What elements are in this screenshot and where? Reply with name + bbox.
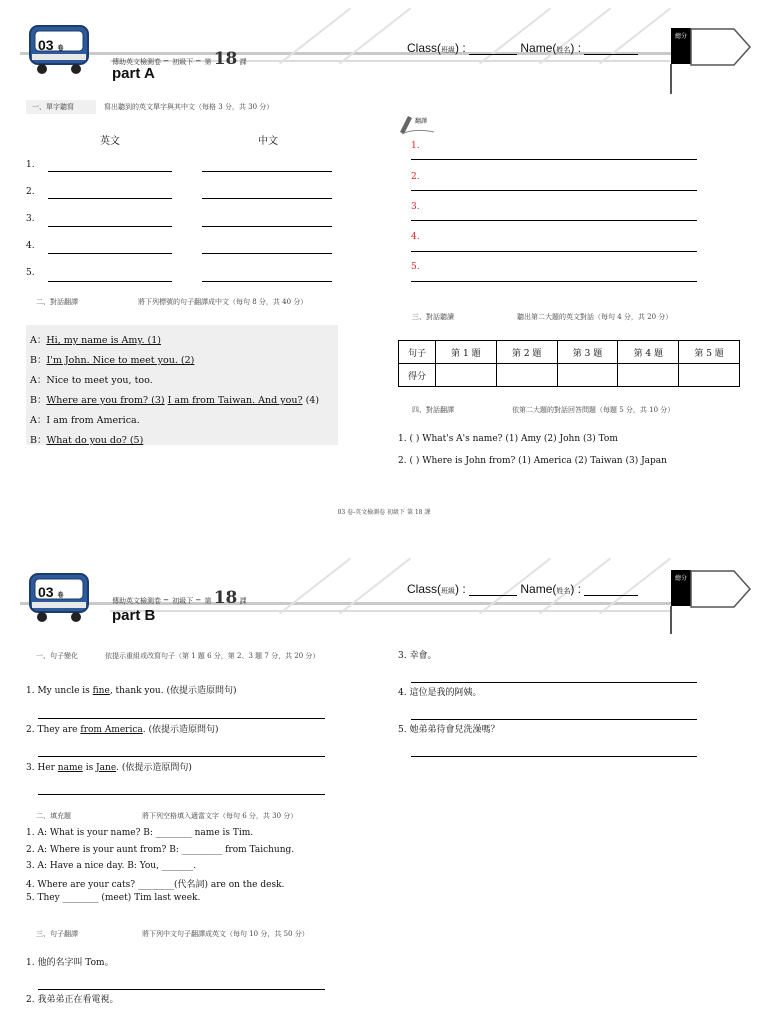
section-note: 將下列空格填入適當文字（每句 6 分，共 30 分） xyxy=(142,812,298,820)
q-underlined: fine xyxy=(92,686,110,696)
section-tag: 三、句子翻譯 xyxy=(36,930,78,938)
answer-line[interactable] xyxy=(48,171,172,172)
question xyxy=(26,683,236,696)
section-note: 將下列中文句子翻譯成英文（每句 10 分，共 50 分） xyxy=(142,930,309,938)
answer-line[interactable] xyxy=(202,171,332,172)
translate-label: 翻譯 xyxy=(415,118,428,125)
col-english: 英文 xyxy=(100,136,120,147)
series-name: 傳助英文檢測卷 xyxy=(112,58,161,66)
question: 2. ( ) Where is John from? (1) America (2) Taiwan (3) Japan xyxy=(398,456,667,466)
q-text: . (依提示造原問句) xyxy=(142,725,219,735)
section-tag: 二、對話翻譯 xyxy=(36,298,78,306)
dialogue-text: (4) xyxy=(302,395,320,406)
name-field[interactable] xyxy=(584,54,638,55)
answer-line[interactable] xyxy=(411,719,697,720)
answer-line[interactable] xyxy=(202,253,332,254)
lesson-suffix: 課 xyxy=(239,597,247,605)
item-number: 3. xyxy=(26,214,35,224)
series-line: 傳助英文檢測卷 – 初級下 – 第 18 課 xyxy=(112,49,247,69)
score-table xyxy=(398,340,740,387)
answer-cell[interactable] xyxy=(679,364,740,387)
q-text: 2. They are xyxy=(26,725,81,735)
question: 4. 這位是我的阿姨。 xyxy=(398,688,482,698)
speaker: A： xyxy=(30,335,47,346)
dialogue-line xyxy=(30,331,319,351)
answer-line[interactable] xyxy=(411,251,697,252)
item-number: 3. xyxy=(411,202,420,212)
target-sentence: I am from Taiwan. And you? xyxy=(167,395,303,406)
decor-swoosh xyxy=(339,558,411,615)
score-flag-icon xyxy=(690,28,752,66)
question: 3. A: Have a nice day. B: You, _______. xyxy=(26,861,197,871)
badge-suffix: 卷 xyxy=(57,593,64,599)
item-number: 4. xyxy=(26,241,35,251)
table-cell: 第 1 題 xyxy=(436,341,497,364)
badge-suffix: 卷 xyxy=(57,46,64,52)
lesson-suffix: 課 xyxy=(239,58,247,66)
dialogue-text: I am from America. xyxy=(46,415,140,426)
q-text: 3. Her xyxy=(26,763,58,773)
speaker: B： xyxy=(30,395,47,406)
answer-line[interactable] xyxy=(202,198,332,199)
section-tag: 三、對話聽讀 xyxy=(412,313,454,321)
dialogue-line xyxy=(30,411,319,431)
decor-swoosh xyxy=(599,8,671,65)
question: 4. Where are your cats? ________(代名詞) are on the desk. xyxy=(26,880,285,890)
answer-line[interactable] xyxy=(48,198,172,199)
class-small: 班級 xyxy=(441,47,456,54)
answer-line[interactable] xyxy=(202,226,332,227)
paren-close: ) xyxy=(455,41,460,55)
table-cell: 句子 xyxy=(399,341,436,364)
name-small: 姓名 xyxy=(556,588,571,595)
name-small: 姓名 xyxy=(556,47,571,54)
name-label: Name( xyxy=(520,41,557,55)
answer-line[interactable] xyxy=(38,794,325,795)
speaker: B： xyxy=(30,355,47,366)
answer-line[interactable] xyxy=(48,253,172,254)
question: 5. They ________ (meet) Tim last week. xyxy=(26,893,201,903)
speaker: A： xyxy=(30,375,47,386)
paren-close: ) xyxy=(570,582,575,596)
q-underlined: name xyxy=(57,763,83,773)
section-note: 依第二大題的對話回答問題（每題 5 分，共 10 分） xyxy=(512,406,675,414)
question: 2. 我弟弟正在看電視。 xyxy=(26,995,119,1005)
part-b-title: part B xyxy=(112,607,156,624)
class-field[interactable] xyxy=(469,595,517,596)
flag-pole xyxy=(670,64,672,94)
score-flag-icon xyxy=(690,570,752,608)
q-text: . (依提示造原問句) xyxy=(116,763,192,773)
table-cell: 第 2 題 xyxy=(496,341,557,364)
score-label: 總分 xyxy=(671,28,691,64)
class-label: Class( xyxy=(407,582,442,596)
series-line: 傳助英文檢測卷 – 初級下 – 第 18 課 xyxy=(112,588,247,608)
dialogue-line xyxy=(30,351,319,371)
class-name-fields: Class(班級) : Name(姓名) : xyxy=(407,41,638,55)
answer-line[interactable] xyxy=(48,281,172,282)
class-field[interactable] xyxy=(469,54,517,55)
lesson-prefix: 第 xyxy=(204,58,212,66)
answer-line[interactable] xyxy=(411,220,697,221)
item-number: 1. xyxy=(26,160,35,170)
question: 2. A: Where is your aunt from? B: _________ from Taichung. xyxy=(26,845,295,855)
dialogue-line xyxy=(30,371,319,391)
table-row xyxy=(399,364,740,387)
dialogue xyxy=(30,331,319,451)
class-small: 班級 xyxy=(441,588,456,595)
target-sentence: Hi, my name is Amy. (1) xyxy=(46,335,161,346)
question: 1. ( ) What's A's name? (1) Amy (2) John (3) Tom xyxy=(398,434,618,444)
score-label: 總分 xyxy=(671,570,691,606)
section-note: 聽出第二大題的英文對話（每句 4 分，共 20 分） xyxy=(517,313,673,321)
item-number: 1. xyxy=(411,141,420,151)
name-field[interactable] xyxy=(584,595,638,596)
answer-line[interactable] xyxy=(411,756,697,757)
dialogue-text: Nice to meet you, too. xyxy=(46,375,153,386)
col-chinese: 中文 xyxy=(258,136,278,147)
lesson-number: 18 xyxy=(213,49,238,69)
answer-cell[interactable] xyxy=(557,364,618,387)
decor-swoosh xyxy=(539,8,611,65)
paren-close: ) xyxy=(455,582,460,596)
q-text: , thank you. (依提示造原問句) xyxy=(109,686,237,696)
q-text: 1. My uncle is xyxy=(26,686,93,696)
level: 初級下 xyxy=(172,58,194,66)
item-number: 2. xyxy=(26,187,35,197)
section-tag: 二、填充題 xyxy=(36,812,71,820)
page-footer: 03 卷-英文檢測卷 初級下 第 18 課 xyxy=(337,509,431,516)
answer-line[interactable] xyxy=(38,718,325,719)
answer-line[interactable] xyxy=(411,281,697,282)
target-sentence: I'm John. Nice to meet you. (2) xyxy=(46,355,195,366)
decor-swoosh xyxy=(279,8,351,65)
q-text: is xyxy=(82,763,97,773)
paren-close: ) xyxy=(570,41,575,55)
question: 5. 她弟弟待會兒洗澡嗎？ xyxy=(398,725,500,735)
dialogue-line xyxy=(30,391,319,411)
item-number: 5. xyxy=(411,262,420,272)
speaker: A： xyxy=(30,415,47,426)
section-note: 將下列標號的句子翻譯成中文（每句 8 分，共 40 分） xyxy=(138,298,308,306)
class-label: Class( xyxy=(407,41,442,55)
table-cell: 第 5 題 xyxy=(679,341,740,364)
answer-line[interactable] xyxy=(38,989,325,990)
target-sentence: Where are you from? (3) xyxy=(46,395,165,406)
lesson-prefix: 第 xyxy=(204,597,212,605)
section-tag: 一、句子變化 xyxy=(36,652,78,660)
class-name-fields: Class(班級) : Name(姓名) : xyxy=(407,582,638,596)
answer-line[interactable] xyxy=(411,682,697,683)
answer-line[interactable] xyxy=(38,756,325,757)
answer-line[interactable] xyxy=(48,226,172,227)
section-note: 依提示重組或改寫句子（第 1 題 6 分，第 2、3 題 7 分，共 20 分） xyxy=(105,652,320,660)
answer-line[interactable] xyxy=(202,281,332,282)
dialogue-line xyxy=(30,431,319,451)
section-tag: 一、單字聽寫 xyxy=(32,103,74,111)
decor-swoosh xyxy=(339,8,411,65)
answer-cell[interactable] xyxy=(436,364,497,387)
table-cell: 第 3 題 xyxy=(557,341,618,364)
table-cell: 第 4 題 xyxy=(618,341,679,364)
item-number: 2. xyxy=(411,172,420,182)
section-tag: 四、對話翻譯 xyxy=(412,406,454,414)
table-row xyxy=(399,341,740,364)
decor-swoosh xyxy=(279,558,351,615)
question: 3. 幸會。 xyxy=(398,651,437,661)
table-cell: 得分 xyxy=(399,364,436,387)
badge-number: 03 xyxy=(38,584,54,600)
flag-pole xyxy=(670,606,672,634)
answer-cell[interactable] xyxy=(618,364,679,387)
name-label: Name( xyxy=(520,582,557,596)
q-underlined: Jane xyxy=(96,763,117,773)
question xyxy=(26,722,219,735)
target-sentence: What do you do? (5) xyxy=(46,435,144,446)
question xyxy=(26,760,192,773)
part-a-title: part A xyxy=(112,65,155,82)
answer-line[interactable] xyxy=(411,159,697,160)
answer-cell[interactable] xyxy=(496,364,557,387)
answer-line[interactable] xyxy=(411,190,697,191)
level: 初級下 xyxy=(172,597,194,605)
badge-number: 03 xyxy=(38,37,54,53)
decor-swoosh xyxy=(479,8,551,65)
header-rail-lower xyxy=(110,610,670,612)
q-underlined: from America xyxy=(80,725,143,735)
question: 1. A: What is your name? B: ________ name is Tim. xyxy=(26,828,254,838)
series-name: 傳助英文檢測卷 xyxy=(112,597,161,605)
section-note: 寫出聽到的英文單字與其中文（每格 3 分，共 30 分） xyxy=(104,103,274,111)
question: 1. 他的名字叫 Tom。 xyxy=(26,958,114,968)
item-number: 5. xyxy=(26,268,35,278)
item-number: 4. xyxy=(411,232,420,242)
speaker: B： xyxy=(30,435,47,446)
lesson-number: 18 xyxy=(213,588,238,608)
